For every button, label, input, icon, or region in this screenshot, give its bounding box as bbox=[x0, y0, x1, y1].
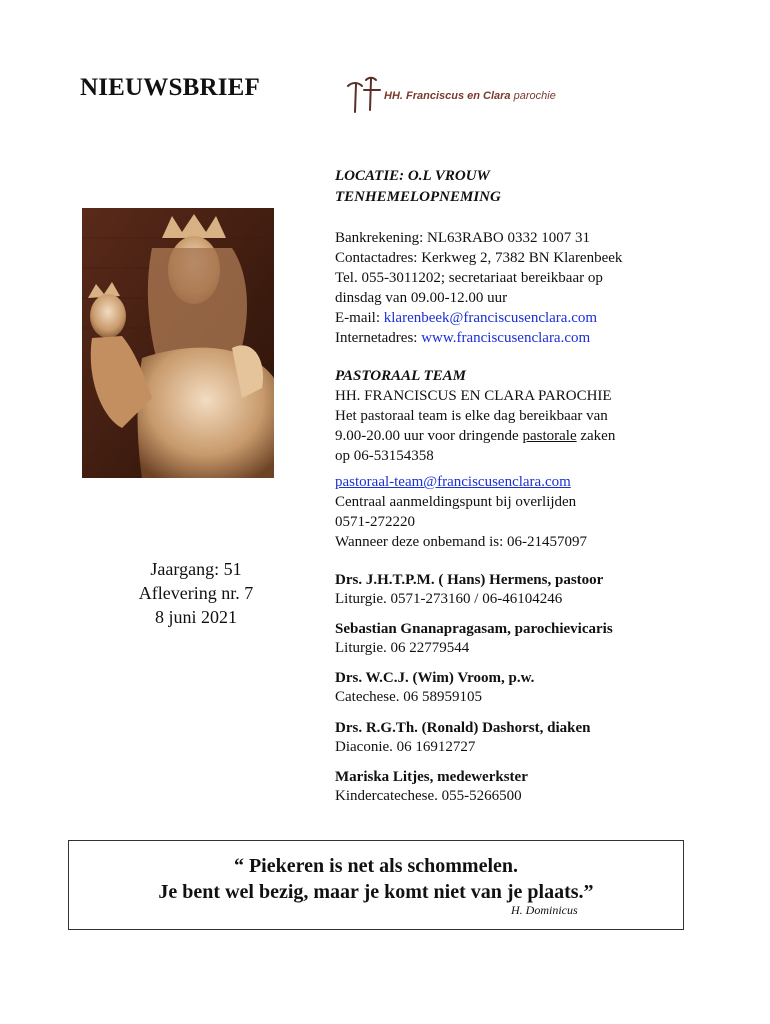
member-name: Sebastian Gnanapragasam, parochievicaris bbox=[335, 621, 613, 637]
team-member bbox=[335, 719, 590, 757]
member-name: Drs. W.C.J. (Wim) Vroom, p.w. bbox=[335, 670, 535, 686]
newsletter-title: NIEUWSBRIEF bbox=[80, 74, 261, 101]
member-detail: Kindercatechese. 055-5266500 bbox=[335, 788, 522, 804]
member-name: Drs. J.H.T.P.M. ( Hans) Hermens, pastoor bbox=[335, 572, 604, 588]
team-member bbox=[335, 571, 603, 609]
bank-account: Bankrekening: NL63RABO 0332 1007 31 bbox=[335, 230, 590, 246]
pastoral-contact-block bbox=[335, 472, 587, 552]
team-member bbox=[335, 669, 534, 707]
death-registration-phone: 0571-272220 bbox=[335, 514, 415, 530]
location-line-1: LOCATIE: O.L VROUW bbox=[335, 168, 490, 184]
unmanned-phone: Wanneer deze onbemand is: 06-21457097 bbox=[335, 534, 588, 550]
pastoral-availability: Het pastoraal team is elke dag bereikbaar van bbox=[335, 408, 608, 424]
member-detail: Catechese. 06 58959105 bbox=[335, 689, 483, 705]
member-name: Drs. R.G.Th. (Ronald) Dashorst, diaken bbox=[335, 720, 591, 736]
logo-name: HH. Franciscus en Clara bbox=[384, 90, 511, 102]
team-member bbox=[335, 768, 528, 806]
issue-date: 8 juni 2021 bbox=[154, 607, 237, 627]
contact-block bbox=[335, 228, 622, 348]
pastoral-phone: op 06-53154358 bbox=[335, 448, 434, 464]
logo-suffix: parochie bbox=[513, 90, 556, 102]
issue-info bbox=[96, 557, 296, 629]
pastoral-team-heading: PASTORAAL TEAM bbox=[335, 368, 467, 384]
location-heading bbox=[335, 166, 501, 208]
phone-line: Tel. 055-3011202; secretariaat bereikbaar op bbox=[335, 270, 603, 286]
pastoral-team-block: PASTORAAL TEAM HH. FRANCISCUS EN CLARA PAROCHIE Het pastoraal team is elke dag bereikbaar van 9.00-20.00 uur voor dringende pastorale zaken op 06-53154358 bbox=[335, 368, 616, 464]
member-detail: Liturgie. 06 22779544 bbox=[335, 640, 470, 656]
parish-name: HH. FRANCISCUS EN CLARA PAROCHIE bbox=[335, 388, 612, 404]
web-label: Internetadres: bbox=[335, 330, 422, 346]
member-detail: Liturgie. 0571-273160 / 06-46104246 bbox=[335, 591, 563, 607]
volume: Jaargang: 51 bbox=[150, 559, 242, 579]
quote-line-2: Je bent wel bezig, maar je komt niet van je plaats.” bbox=[158, 881, 594, 903]
contact-email-link[interactable]: klarenbeek@franciscusenclara.com bbox=[383, 310, 598, 326]
email-label: E-mail: bbox=[335, 310, 384, 326]
website-link[interactable]: www.franciscusenclara.com bbox=[421, 330, 591, 346]
quote-line-1: “ Piekeren is net als schommelen. bbox=[233, 855, 519, 877]
quote-author: H. Dominicus bbox=[511, 903, 578, 917]
team-member bbox=[335, 620, 613, 658]
office-hours: dinsdag van 09.00-12.00 uur bbox=[335, 290, 508, 306]
death-registration-label: Centraal aanmeldingspunt bij overlijden bbox=[335, 494, 577, 510]
pastorale-word: pastorale bbox=[522, 428, 577, 444]
madonna-statue-photo bbox=[82, 208, 274, 478]
contact-address: Contactadres: Kerkweg 2, 7382 BN Klarenbeek bbox=[335, 250, 623, 266]
pastoral-email-link[interactable]: pastoraal-team@franciscusenclara.com bbox=[335, 474, 571, 490]
issue-number: Aflevering nr. 7 bbox=[138, 583, 254, 603]
location-line-2: TENHEMELOPNEMING bbox=[335, 189, 501, 205]
member-name: Mariska Litjes, medewerkster bbox=[335, 769, 528, 785]
quote-box bbox=[68, 840, 684, 930]
logo-text bbox=[384, 90, 556, 102]
member-detail: Diaconie. 06 16912727 bbox=[335, 739, 476, 755]
